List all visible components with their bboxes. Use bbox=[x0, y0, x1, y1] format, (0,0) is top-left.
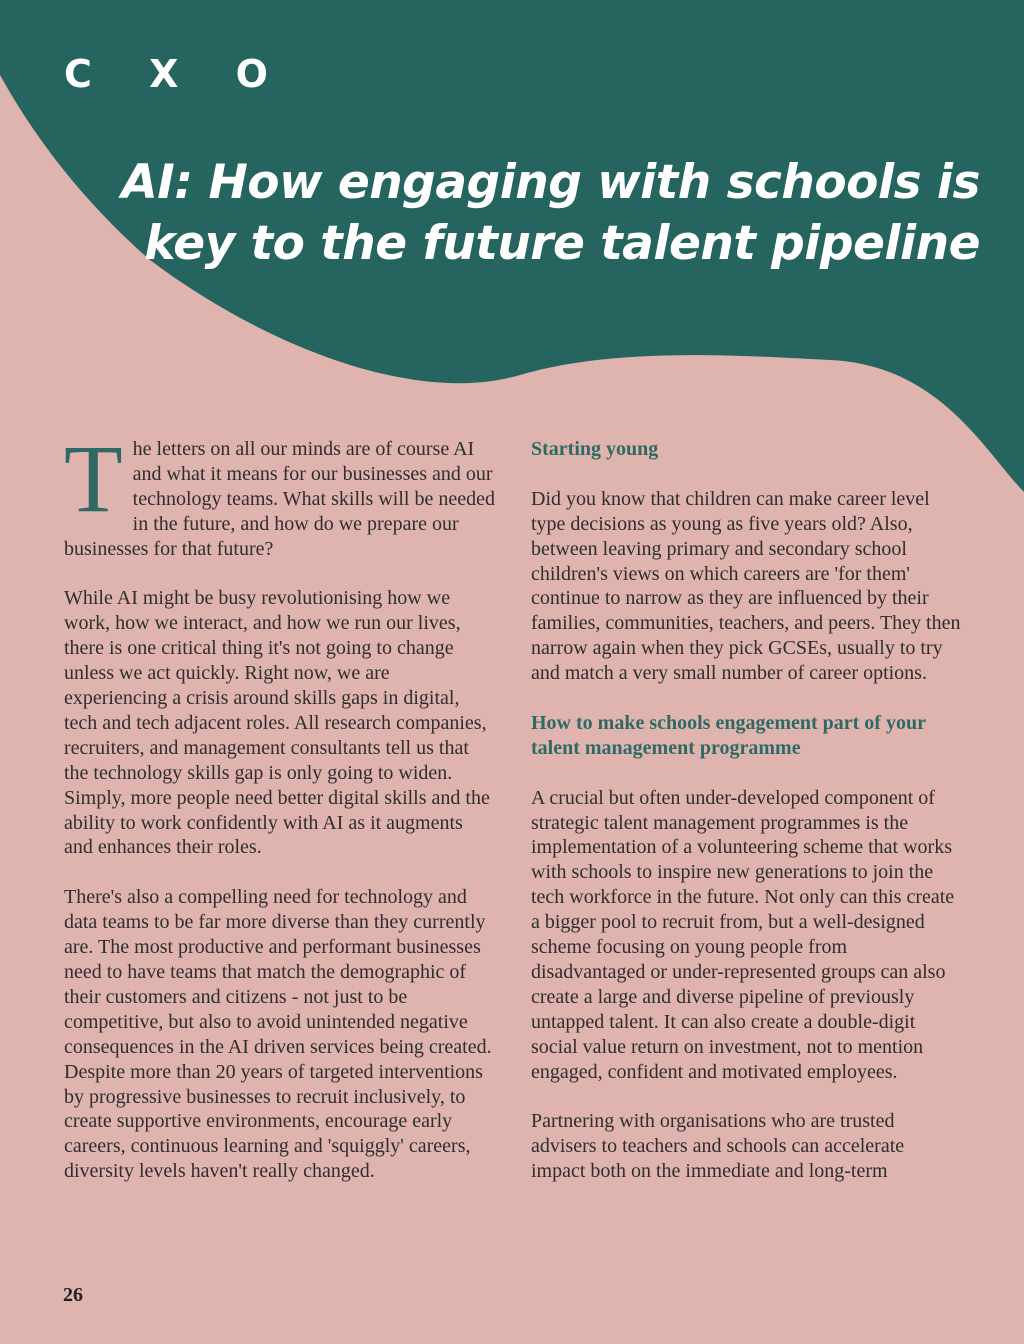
headline-line-1: AI: How engaging with schools is bbox=[121, 155, 980, 210]
body-paragraph-volunteering: A crucial but often under-developed component of strategic talent management programmes is the implementation of a volunteering scheme that works with schools to inspire new generations to join the tech workforce in the future. Not only can this create a bigger pool to recruit from, but a well-designed scheme focusing on young people from disadvantaged or under-represented groups can also create a large and diverse pipeline of previously untapped talent. It can also create a double-digit social value return on investment, not to mention engaged, confident and motivated employees. bbox=[531, 786, 955, 1083]
body-paragraph-career-decisions: Did you know that children can make career level type decisions as young as five years old? Also, between leaving primary and secondary school children's views on which careers are 'for them' continue to narrow as they are influenced by their families, communities, teachers, and peers. They then narrow again when they pick GCSEs, usually to try and match a very small number of career options. bbox=[531, 487, 961, 685]
article-right-column bbox=[531, 437, 963, 1209]
article-headline bbox=[60, 152, 980, 274]
body-paragraph-partnering: Partnering with organisations who are trusted advisers to teachers and schools can accelerate impact both on the immediate and long-term bbox=[531, 1110, 905, 1183]
drop-cap: T bbox=[64, 425, 123, 532]
intro-paragraph bbox=[64, 425, 496, 562]
headline-line-2: key to the future talent pipeline bbox=[144, 216, 980, 271]
body-paragraph-skills-gap: While AI might be busy revolutionising how we work, how we interact, and how we run our lives, there is one critical thing it's not going to change unless we act quickly. Right now, we are experiencing a crisis around skills gaps in digital, tech and tech adjacent roles. All research companies, recruiters, and management consultants tell us that the technology skills gap is only going to widen. Simply, more people need better digital skills and the ability to work confidently with AI as it augments and enhances their roles. bbox=[64, 587, 490, 859]
page-number: 26 bbox=[63, 1284, 83, 1306]
section-heading-schools-engagement: How to make schools engagement part of your talent management programme bbox=[531, 711, 926, 759]
article-left-column bbox=[64, 425, 496, 1209]
section-heading-starting-young: Starting young bbox=[531, 438, 659, 460]
body-paragraph-diversity: There's also a compelling need for technology and data teams to be far more diverse than they currently are. The most productive and performant businesses need to have teams that match the demographic of their customers and citizens - not just to be competitive, but also to avoid unintended negative consequences in the AI driven services being created. Despite more than 20 years of targeted interventions by progressive businesses to recruit inclusively, to create supportive environments, encourage early careers, continuous learning and 'squiggly' careers, diversity levels haven't really changed. bbox=[64, 886, 492, 1183]
intro-paragraph-text: he letters on all our minds are of course AI and what it means for our businesses and our technology teams. What skills will be needed in the future, and how do we prepare our businesses for that future? bbox=[64, 438, 495, 560]
cxo-logo: C X O bbox=[64, 52, 290, 96]
